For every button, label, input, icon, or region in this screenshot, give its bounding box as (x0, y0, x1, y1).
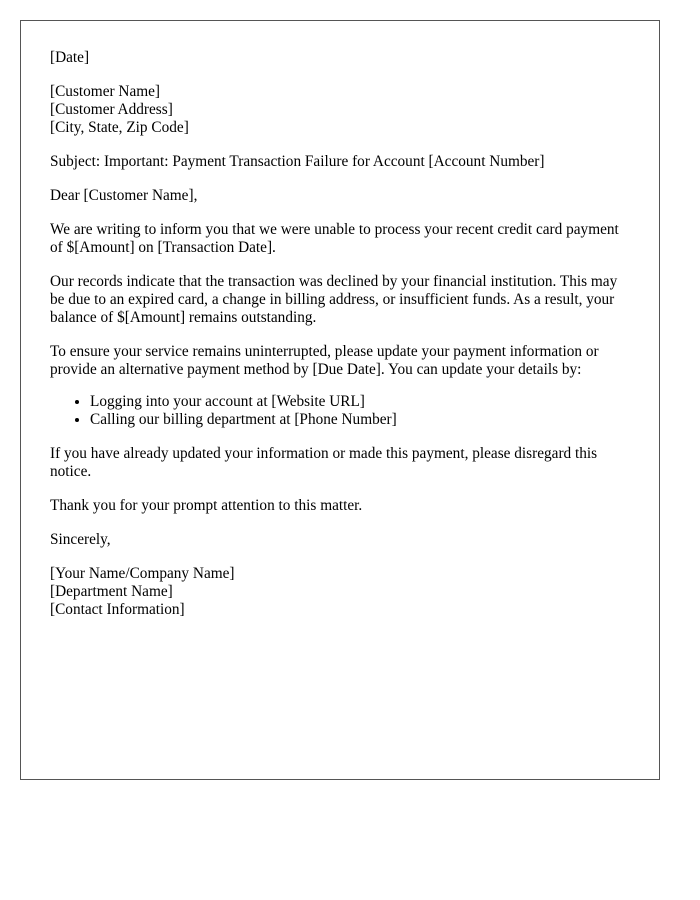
signature-department: [Department Name] (50, 583, 173, 600)
letter-paragraph: To ensure your service remains uninterrupted, please update your payment information or provide an alternative payment method by [Due Date]. You can update your details by: (50, 343, 599, 378)
recipient-address: [Customer Address] (50, 101, 173, 118)
letter-paragraph: We are writing to inform you that we were unable to process your recent credit card payment of $[Amount] on [Transaction Date]. (50, 221, 619, 256)
list-item: • Calling our billing department at [Phone Number] (90, 411, 635, 429)
letter-closing: Sincerely, (50, 531, 111, 548)
signature-block (50, 565, 635, 619)
recipient-address-block (50, 83, 635, 137)
letter-body (50, 49, 635, 619)
signature-name: [Your Name/Company Name] (50, 565, 235, 582)
list-item: • Logging into your account at [Website URL] (90, 393, 635, 411)
letter-subject: Subject: Important: Payment Transaction Failure for Account [Account Number] (50, 153, 545, 170)
recipient-city-state-zip: [City, State, Zip Code] (50, 119, 189, 136)
letter-salutation: Dear [Customer Name], (50, 187, 198, 204)
letter-paragraph: If you have already updated your information or made this payment, please disregard this notice. (50, 445, 598, 480)
signature-contact: [Contact Information] (50, 601, 185, 618)
letter-paragraph: Our records indicate that the transaction was declined by your financial institution. This may be due to an expired card, a change in billing address, or insufficient funds. As a result, your balance of $[Amount] remains outstanding. (50, 273, 618, 326)
letter-page (20, 20, 660, 780)
update-options-list (50, 393, 635, 429)
letter-paragraph: Thank you for your prompt attention to this matter. (50, 497, 363, 514)
letter-date: [Date] (50, 49, 90, 66)
recipient-name: [Customer Name] (50, 83, 161, 100)
